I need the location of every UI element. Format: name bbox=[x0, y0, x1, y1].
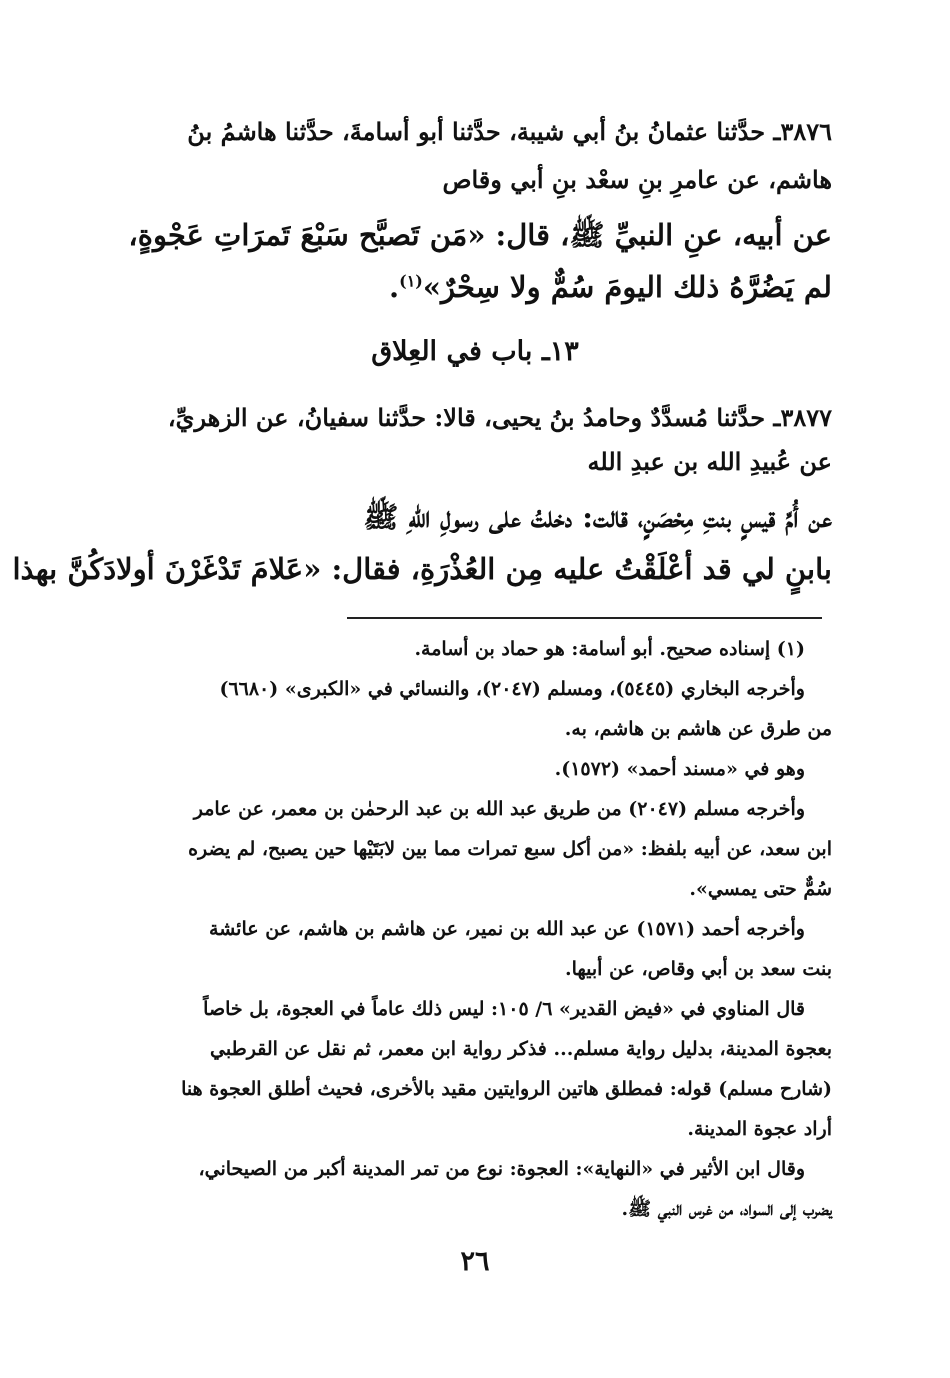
footnote-line: وأخرجه مسلم (٢٠٤٧) من طريق عبد الله بن عبد الرحمٰن بن معمر، عن عامر bbox=[193, 798, 805, 820]
hadith-3877-isnad-line-2: عن عُبيدِ الله بن عبدِ الله bbox=[587, 447, 832, 476]
footnote-reference[interactable]: (١) bbox=[399, 271, 423, 291]
hadith-3876-matn-text: لم يَضُرَّهُ ذلك اليومَ سُمٌّ ولا سِحْرٌ» bbox=[422, 270, 832, 304]
footnote-separator bbox=[347, 617, 822, 619]
footnote-line: سُمٌّ حتى يمسي». bbox=[689, 878, 832, 900]
footnote-line: ابن سعد، عن أبيه بلفظ: «من أكل سبع تمرات مما بين لابَتَيْها حين يصبح، لم يضره bbox=[188, 838, 832, 860]
footnote-line: من طرق عن هاشم بن هاشم، به. bbox=[564, 718, 832, 740]
footnote-line: وهو في «مسند أحمد» (١٥٧٢). bbox=[554, 758, 805, 780]
hadith-3876-isnad-line-1: ٣٨٧٦ـ حدَّثنا عثمانُ بنُ أبي شيبة، حدَّثنا أبو أسامةَ، حدَّثنا هاشمُ بنُ bbox=[187, 117, 832, 146]
hadith-3877-isnad-line-1: ٣٨٧٧ـ حدَّثنا مُسدَّدٌ وحامدُ بنُ يحيى، قالا: حدَّثنا سفيانُ، عن الزهريِّ، bbox=[167, 403, 832, 432]
hadith-3876-matn-line-2 bbox=[389, 270, 832, 305]
footnote-line: يضرب إلى السواد، من غرس النبي ﷺ. bbox=[621, 1198, 832, 1220]
footnote-line: بنت سعد بن أبي وقاص، عن أبيها. bbox=[565, 958, 832, 980]
page-number: ٢٦ bbox=[460, 1246, 490, 1277]
hadith-3876-matn-end: . bbox=[389, 270, 400, 304]
footnote-line: وأخرجه البخاري (٥٤٤٥)، ومسلم (٢٠٤٧)، والنسائي في «الكبرى» (٦٦٨٠) bbox=[219, 678, 805, 700]
hadith-3876-isnad-line-2: هاشم، عن عامرِ بنِ سعْد بنِ أبي وقاص bbox=[442, 165, 832, 194]
footnote-line: قال المناوي في «فيض القدير» ٦/ ١٠٥: ليس ذلك عاماً في العجوة، بل خاصاً bbox=[203, 998, 805, 1020]
hadith-3876-matn-line-1: عن أبيه، عنِ النبيِّ ﷺ، قال: «مَن تَصبَّح سَبْعَ تَمرَاتِ عَجْوةٍ، bbox=[128, 218, 832, 252]
footnote-line: وقال ابن الأثير في «النهاية»: العجوة: نوع من تمر المدينة أكبر من الصيحاني، bbox=[198, 1158, 805, 1180]
hadith-3877-matn-line-1: عن أُمِّ قيسٍ بنتِ مِحْصَنٍ، قالت: دخلتُ على رسولِ اللهِ ﷺ bbox=[363, 500, 832, 534]
footnote-line: (١) إسناده صحيح. أبو أسامة: هو حماد بن أسامة. bbox=[414, 638, 805, 660]
footnote-line: وأخرجه أحمد (١٥٧١) عن عبد الله بن نمير، عن هاشم بن هاشم، عن عائشة bbox=[209, 918, 805, 940]
chapter-heading: ١٣ـ باب في العِلاق bbox=[371, 336, 579, 367]
footnote-line: (شارح مسلم) قوله: فمطلق هاتين الروايتين مقيد بالأخرى، فحيث أطلق العجوة هنا bbox=[181, 1078, 832, 1100]
footnote-line: بعجوة المدينة، بدليل رواية مسلم... فذكر رواية ابن معمر، ثم نقل عن القرطبي bbox=[210, 1038, 832, 1060]
hadith-3877-matn-line-2: بابنٍ لي قد أعْلَقْتُ عليه مِن العُذْرَةِ، فقال: «عَلامَ تَدْغَرْنَ أولادَكُنَّ بهذا bbox=[12, 552, 832, 586]
footnote-line: أراد عجوة المدينة. bbox=[687, 1118, 832, 1140]
